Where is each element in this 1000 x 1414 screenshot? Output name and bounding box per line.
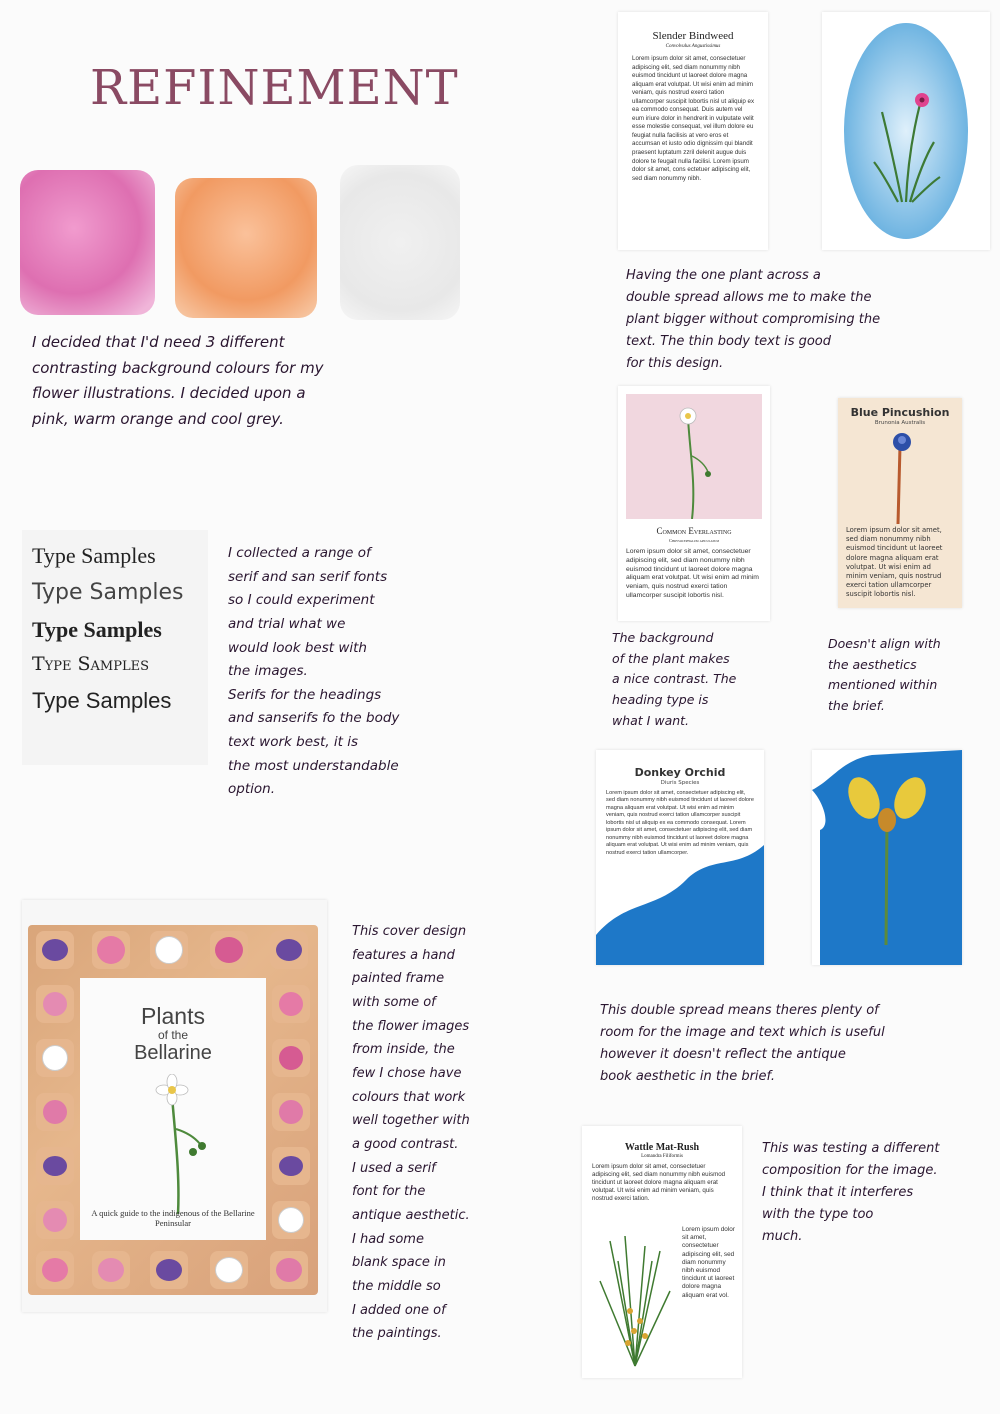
note-line: I decided that I'd need 3 different — [32, 333, 285, 351]
font-note — [228, 542, 478, 802]
flower-tile — [272, 985, 310, 1023]
colour-note — [32, 330, 452, 432]
flower-tile — [92, 931, 130, 969]
grey-swatch — [340, 165, 460, 320]
bindweed-text-page — [618, 12, 768, 250]
orchid-body: Lorem ipsum dolor sit amet, consectetuer adipiscing elit, sed diam nonummy nibh euismod tincidunt ut laoreet dolore magna aliquam erat volutpat. Ut wisi enim ad minim veniam, quis nostrud exerci tation ullamcorper suscipit lobortis nisl ut aliquip ex ea commodo consequat. Lorem ipsum dolor sit amet, consectetuer adipiscing elit, sed diam nonummy nibh euismod tincidunt ut laoreet dolore magna aliquam erat volutpat. Ut wisi enim ad minim veniam, quis nostrud exerci tation ullamcorper. — [606, 790, 755, 856]
note-line: This was testing a different — [762, 1141, 940, 1156]
bindweed-painting — [822, 12, 990, 250]
cover-subtitle: A quick guide to the indigenous of the Bellarine Peninsular — [91, 1208, 255, 1229]
note-line: the most understandable — [228, 757, 399, 774]
note-line: a nice contrast. The — [612, 671, 737, 687]
everlasting-latin: Chrysocephalum apiculatum — [669, 538, 719, 543]
pincushion-title: Blue Pincushion — [850, 406, 950, 419]
type-sample-small-caps: Type Samples — [32, 653, 150, 676]
type-sample-light-sans: Type Samples — [32, 688, 172, 714]
note-line: contrasting background colours for my — [32, 358, 324, 377]
note-line: text. The thin body text is good — [626, 334, 832, 350]
wattle-latin: Lomandra Filiformis — [641, 1154, 683, 1159]
flower-tile — [270, 931, 308, 969]
flower-tile — [272, 1201, 310, 1239]
pincushion-note — [828, 634, 988, 717]
note-line: serif and san serif fonts — [228, 568, 388, 585]
orchid-title: Donkey Orchid — [634, 766, 726, 779]
note-line: antique aesthetic. — [352, 1207, 470, 1223]
note-line: for this design. — [626, 356, 724, 372]
flower-tile — [36, 985, 74, 1023]
cover-title-2: of the — [157, 1028, 189, 1043]
note-line: room for the image and text which is useful — [600, 1025, 885, 1041]
flower-tile — [36, 1039, 74, 1077]
note-line: however it doesn't reflect the antique — [600, 1047, 846, 1063]
bindweed-body: Lorem ipsum dolor sit amet, consectetuer adipiscing elit, sed diam nonummy nibh euismod tincidunt ut laoreet dolore magna aliquam erat volutpat. Ut wisi enim ad minim veniam, quis nostrud exerci tation ullamcorper suscipit lobortis nisl ut aliquip ex ea commodo consequat. Duis autem vel eum iriure dolor in hendrerit in vulputate velit esse molestie consequat, vel illum dolore eu feugiat nulla facilisis at vero eros et accumsan et iusto odio dignissim qui blandit praesent luptatum zzril delenit augue duis dolore te feugait nulla facilisi. Lorem ipsum dolor sit amet, cons ectetuer adipiscing elit, sed diam nonummy nibh. — [632, 55, 755, 182]
pincushion-page — [838, 398, 962, 608]
pincushion-body: Lorem ipsum dolor sit amet, sed diam nonummy nibh euismod tincidunt ut laoreet dolore magna aliquam erat volutpat. Ut wisi enim ad minim veniam, quis nostrud exerci tation ullamcorper suscipit lobortis nisl. — [846, 526, 943, 599]
wattle-note — [762, 1138, 992, 1248]
note-line: double spread allows me to make the — [626, 290, 872, 306]
note-line: mentioned within — [828, 677, 938, 693]
note-line: a good contrast. — [352, 1136, 459, 1152]
flower-tile — [210, 931, 248, 969]
note-line: would look best with — [228, 639, 367, 656]
note-line: font for the — [352, 1184, 426, 1200]
note-line: so I could experiment — [228, 592, 375, 609]
note-line: Having the one plant across a — [626, 268, 821, 283]
note-line: the middle so — [352, 1278, 441, 1294]
flower-tile — [36, 931, 74, 969]
wattle-body-side: Lorem ipsum dolor sit amet, consectetuer adipiscing elit, sed diam nonummy nibh euismod tincidunt ut laoreet dolore magna aliquam erat vol. — [682, 1226, 735, 1299]
cover-title-3: Bellarine — [134, 1042, 212, 1065]
flower-tile — [272, 1039, 310, 1077]
everlasting-note — [612, 628, 792, 731]
bindweed-note — [626, 265, 986, 375]
cover-inner-panel — [80, 978, 266, 1240]
type-samples-card — [22, 530, 208, 765]
note-line: painted frame — [352, 971, 445, 987]
wattle-title: Wattle Mat-Rush — [624, 1142, 700, 1153]
note-line: flower illustrations. I decided upon a — [32, 384, 306, 402]
everlasting-flower-painting — [80, 1074, 266, 1224]
note-line: I used a serif — [352, 1160, 436, 1176]
pincushion-latin: Brunonia Australis — [874, 420, 926, 426]
note-line: I had some — [352, 1231, 424, 1247]
flower-tile — [36, 1201, 74, 1239]
flower-tile — [272, 1093, 310, 1131]
flower-tile — [150, 1251, 188, 1289]
wattle-painting — [590, 1231, 680, 1371]
flower-tile — [92, 1251, 130, 1289]
note-line: This cover design — [352, 924, 467, 939]
note-line: book aesthetic in the brief. — [600, 1069, 776, 1085]
note-line: The background — [612, 630, 714, 645]
orange-swatch — [175, 178, 317, 318]
everlasting-page — [618, 386, 770, 621]
orchid-note — [600, 1000, 990, 1088]
note-line: with some of — [352, 994, 436, 1010]
note-line: few I chose have — [352, 1065, 462, 1081]
cover-title-1: Plants — [141, 1003, 205, 1029]
orchid-wave — [596, 750, 764, 965]
note-line: text work best, it is — [228, 734, 359, 750]
note-line: I collected a range of — [228, 545, 371, 561]
note-line: pink, warm orange and cool grey. — [32, 409, 284, 428]
note-line: I added one of — [352, 1302, 446, 1318]
bindweed-image-page — [822, 12, 990, 250]
note-line: much. — [762, 1229, 803, 1245]
orchid-image-page — [812, 750, 962, 965]
note-line: well together with — [352, 1113, 470, 1129]
flower-tile — [270, 1251, 308, 1289]
note-line: plant bigger without compromising the — [626, 312, 881, 328]
note-line: the brief. — [828, 697, 885, 713]
flower-tile — [272, 1147, 310, 1185]
orchid-latin: Diuris Species — [660, 780, 700, 786]
everlasting-title: Common Everlasting — [656, 526, 732, 536]
note-line: from inside, the — [352, 1042, 455, 1058]
bindweed-title: Slender Bindweed — [652, 30, 734, 42]
flower-tile — [210, 1251, 248, 1289]
flower-tile — [150, 931, 188, 969]
note-line: and sanserifs fo the body — [228, 710, 400, 727]
page-title: REFINEMENT — [90, 60, 459, 116]
type-sample-bold-serif: Type Samples — [32, 617, 162, 643]
everlasting-body: Lorem ipsum dolor sit amet, consectetuer adipiscing elit, sed diam nonummy nibh euismod tincidunt ut laoreet dolore magna aliquam erat volutpat. Ut wisi enim ad minim veniam, quis nostrud exerci tation ullamcorper suscipit lobortis nisl. — [626, 548, 759, 600]
everlasting-image-panel — [626, 394, 762, 519]
flower-tile — [36, 1093, 74, 1131]
bindweed-latin: Convolvulus Angustissimus — [665, 44, 721, 49]
note-line: the images. — [228, 663, 308, 680]
pincushion-painting — [838, 426, 962, 526]
note-line: Serifs for the headings — [228, 686, 382, 703]
type-sample-sans: Type Samples — [32, 580, 184, 606]
pink-swatch — [20, 170, 155, 315]
note-line: of the plant makes — [612, 650, 730, 666]
orchid-painting — [812, 750, 962, 965]
flower-tile — [36, 1147, 74, 1185]
note-line: the flower images — [352, 1018, 470, 1034]
wattle-page — [582, 1126, 742, 1378]
flower-tile — [36, 1251, 74, 1289]
note-line: what I want. — [612, 712, 690, 728]
wattle-body-top: Lorem ipsum dolor sit amet, consectetuer adipiscing elit, sed diam nonummy nibh euismod tincidunt ut laoreet dolore magna aliquam erat volutpat. Ut wisi enim ad minim veniam, quis nostrud exerci tation. — [592, 1163, 726, 1203]
note-line: the aesthetics — [828, 656, 917, 672]
note-line: features a hand — [352, 947, 455, 963]
note-line: composition for the image. — [762, 1163, 938, 1179]
note-line: and trial what we — [228, 615, 346, 632]
note-line: This double spread means theres plenty of — [600, 1003, 879, 1018]
note-line: option. — [228, 781, 275, 798]
note-line: heading type is — [612, 691, 709, 707]
note-line: the paintings. — [352, 1326, 442, 1342]
note-line: with the type too — [762, 1207, 874, 1223]
note-line: colours that work — [352, 1089, 466, 1105]
note-line: blank space in — [352, 1255, 446, 1271]
note-line: Doesn't align with — [828, 636, 941, 651]
type-sample-serif: Type Samples — [32, 543, 156, 568]
everlasting-painting — [626, 394, 762, 519]
note-line: I think that it interferes — [762, 1185, 914, 1201]
cover-note — [352, 920, 542, 1346]
orchid-text-page — [596, 750, 764, 965]
